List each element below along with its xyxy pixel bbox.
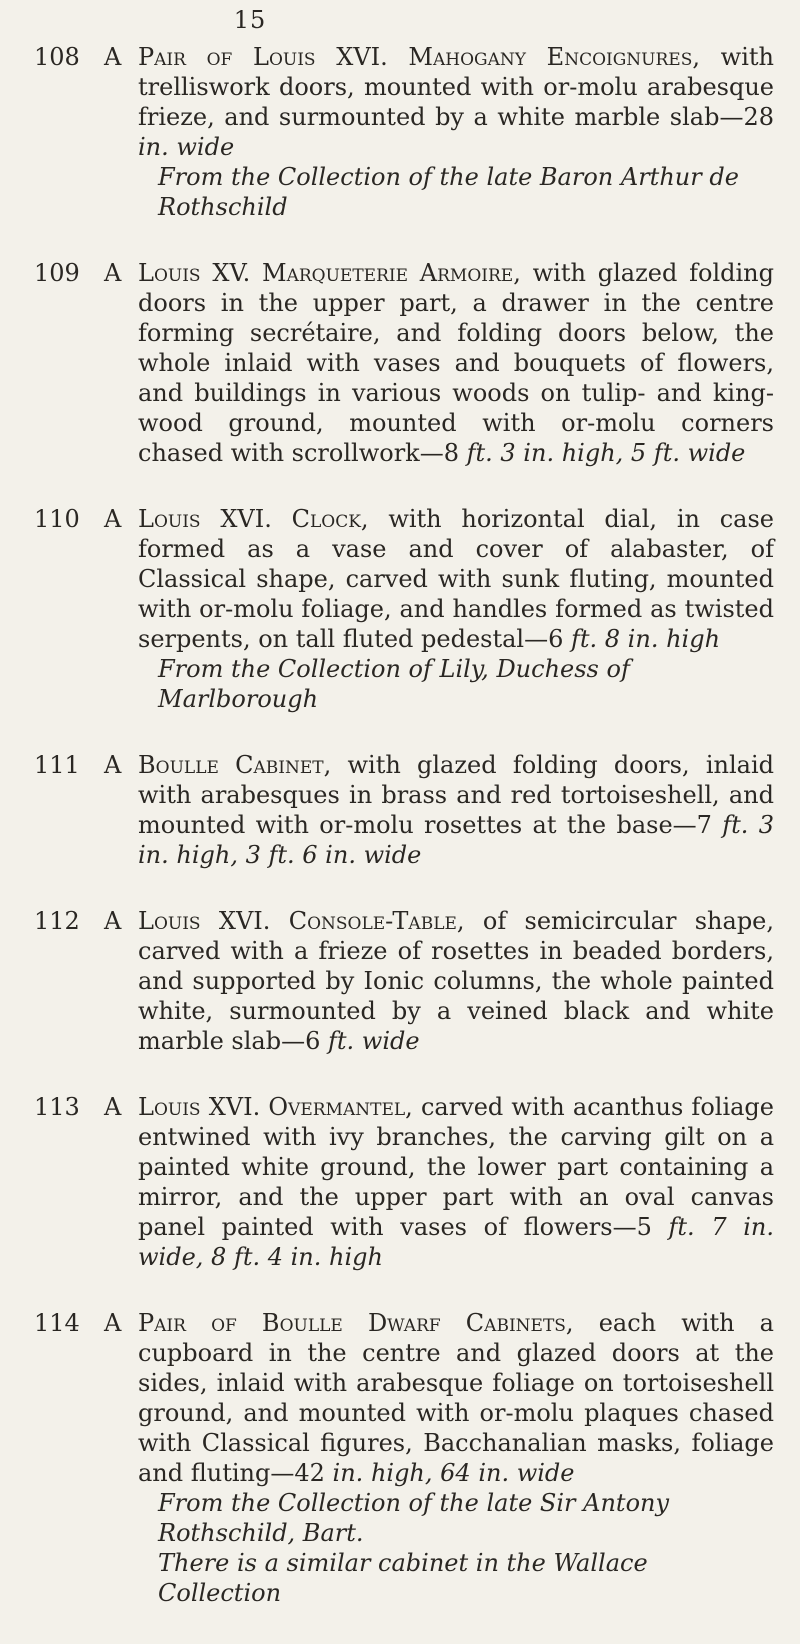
lot-provenance: From the Collection of Lily, Duchess of Marlborough	[158, 655, 630, 713]
lot-entry	[34, 42, 774, 222]
lot-description: with horizontal dial, in case formed as a vase and cover of alabaster, of Classical shape, carved with sunk fluting, mounted with or-molu foliage, and handles formed as twisted serpents, on tall fluted pedestal—6	[138, 505, 774, 653]
lot-entry	[34, 906, 774, 1056]
lot-title: Louis XVI. Console-Table,	[138, 907, 465, 935]
lot-dimensions: ft. 3 in. high, 5 ft. wide	[466, 439, 746, 467]
lot-body	[104, 906, 774, 1056]
lot-entry	[34, 750, 774, 870]
lot-number: 109	[34, 259, 80, 287]
lot-dimensions: ft. 8 in. high	[571, 625, 721, 653]
lot-entry	[34, 1308, 774, 1608]
page-number: 15	[233, 6, 267, 34]
lot-body	[104, 258, 774, 468]
lot-description: carved with acanthus foliage entwined with ivy branches, the carving gilt on a painted white ground, the lower part containing a mirror, and the upper part with an oval canvas panel painted with vases of flowers—5	[138, 1093, 774, 1241]
lot-article: A	[104, 505, 122, 533]
lot-description: with trelliswork doors, mounted with or-molu arabesque frieze, and surmounted by a white marble slab—28	[138, 43, 774, 131]
lot-title: Boulle Cabinet,	[138, 751, 332, 779]
lot-description: of semicircular shape, carved with a frieze of rosettes in beaded borders, and supported by Ionic columns, the whole painted white, surmounted by a veined black and white marble slab—6	[138, 907, 775, 1055]
lot-body	[104, 504, 774, 714]
lot-description: with glazed folding doors, inlaid with arabesques in brass and red tortoiseshell, and mounted with or-molu rosettes at the base—7	[138, 751, 774, 839]
lot-number: 114	[34, 1309, 80, 1337]
lot-description: each with a cupboard in the centre and glazed doors at the sides, inlaid with arabesque foliage on tortoiseshell ground, and mounted with or-molu plaques chased with Classical figures, Bacchanalian masks, foliage and fluting—42	[138, 1309, 774, 1487]
lot-title: Louis XV. Marqueterie Armoire,	[138, 259, 521, 287]
lot-article: A	[104, 43, 122, 71]
lot-article: A	[104, 907, 122, 935]
lot-body	[104, 42, 774, 222]
lot-number: 108	[34, 43, 80, 71]
lot-entry	[34, 258, 774, 468]
lot-title: Pair of Boulle Dwarf Cabinets,	[138, 1309, 574, 1337]
lot-title: Louis XVI. Overmantel,	[138, 1093, 413, 1121]
lot-entry	[34, 1092, 774, 1272]
lot-dimensions: in. high, 64 in. wide	[332, 1459, 575, 1487]
lot-list	[34, 42, 774, 1644]
lot-dimensions: ft. wide	[327, 1027, 420, 1055]
lot-title: Louis XVI. Clock,	[138, 505, 369, 533]
lot-number: 112	[34, 907, 80, 935]
lot-number: 111	[34, 751, 80, 779]
lot-provenance: From the Collection of the late Baron Arthur de Rothschild	[158, 163, 739, 221]
lot-dimensions: ft. 3 in. high, 3 ft. 6 in. wide	[138, 811, 774, 869]
lot-number: 110	[34, 505, 80, 533]
lot-dimensions: in. wide	[138, 133, 235, 161]
lot-entry	[34, 504, 774, 714]
lot-title: Pair of Louis XVI. Mahogany Encoignures,	[138, 43, 700, 71]
lot-body	[104, 1092, 774, 1272]
lot-description: with glazed folding doors in the upper part, a drawer in the centre forming secrétaire, and folding doors below, the whole inlaid with vases and bouquets of flowers, and buildings in various woods on tulip- and king-wood ground, mounted with or-molu corners chased with scrollwork—8	[138, 259, 774, 467]
lot-dimensions: ft. 7 in. wide, 8 ft. 4 in. high	[138, 1213, 774, 1271]
lot-number: 113	[34, 1093, 80, 1121]
lot-article: A	[104, 1093, 122, 1121]
lot-provenance: From the Collection of the late Sir Antony Rothschild, Bart.	[158, 1489, 670, 1547]
lot-body	[104, 750, 774, 870]
lot-note: There is a similar cabinet in the Wallace Collection	[158, 1549, 648, 1607]
lot-body	[104, 1308, 774, 1608]
lot-article: A	[104, 751, 122, 779]
lot-article: A	[104, 1309, 122, 1337]
lot-article: A	[104, 259, 122, 287]
